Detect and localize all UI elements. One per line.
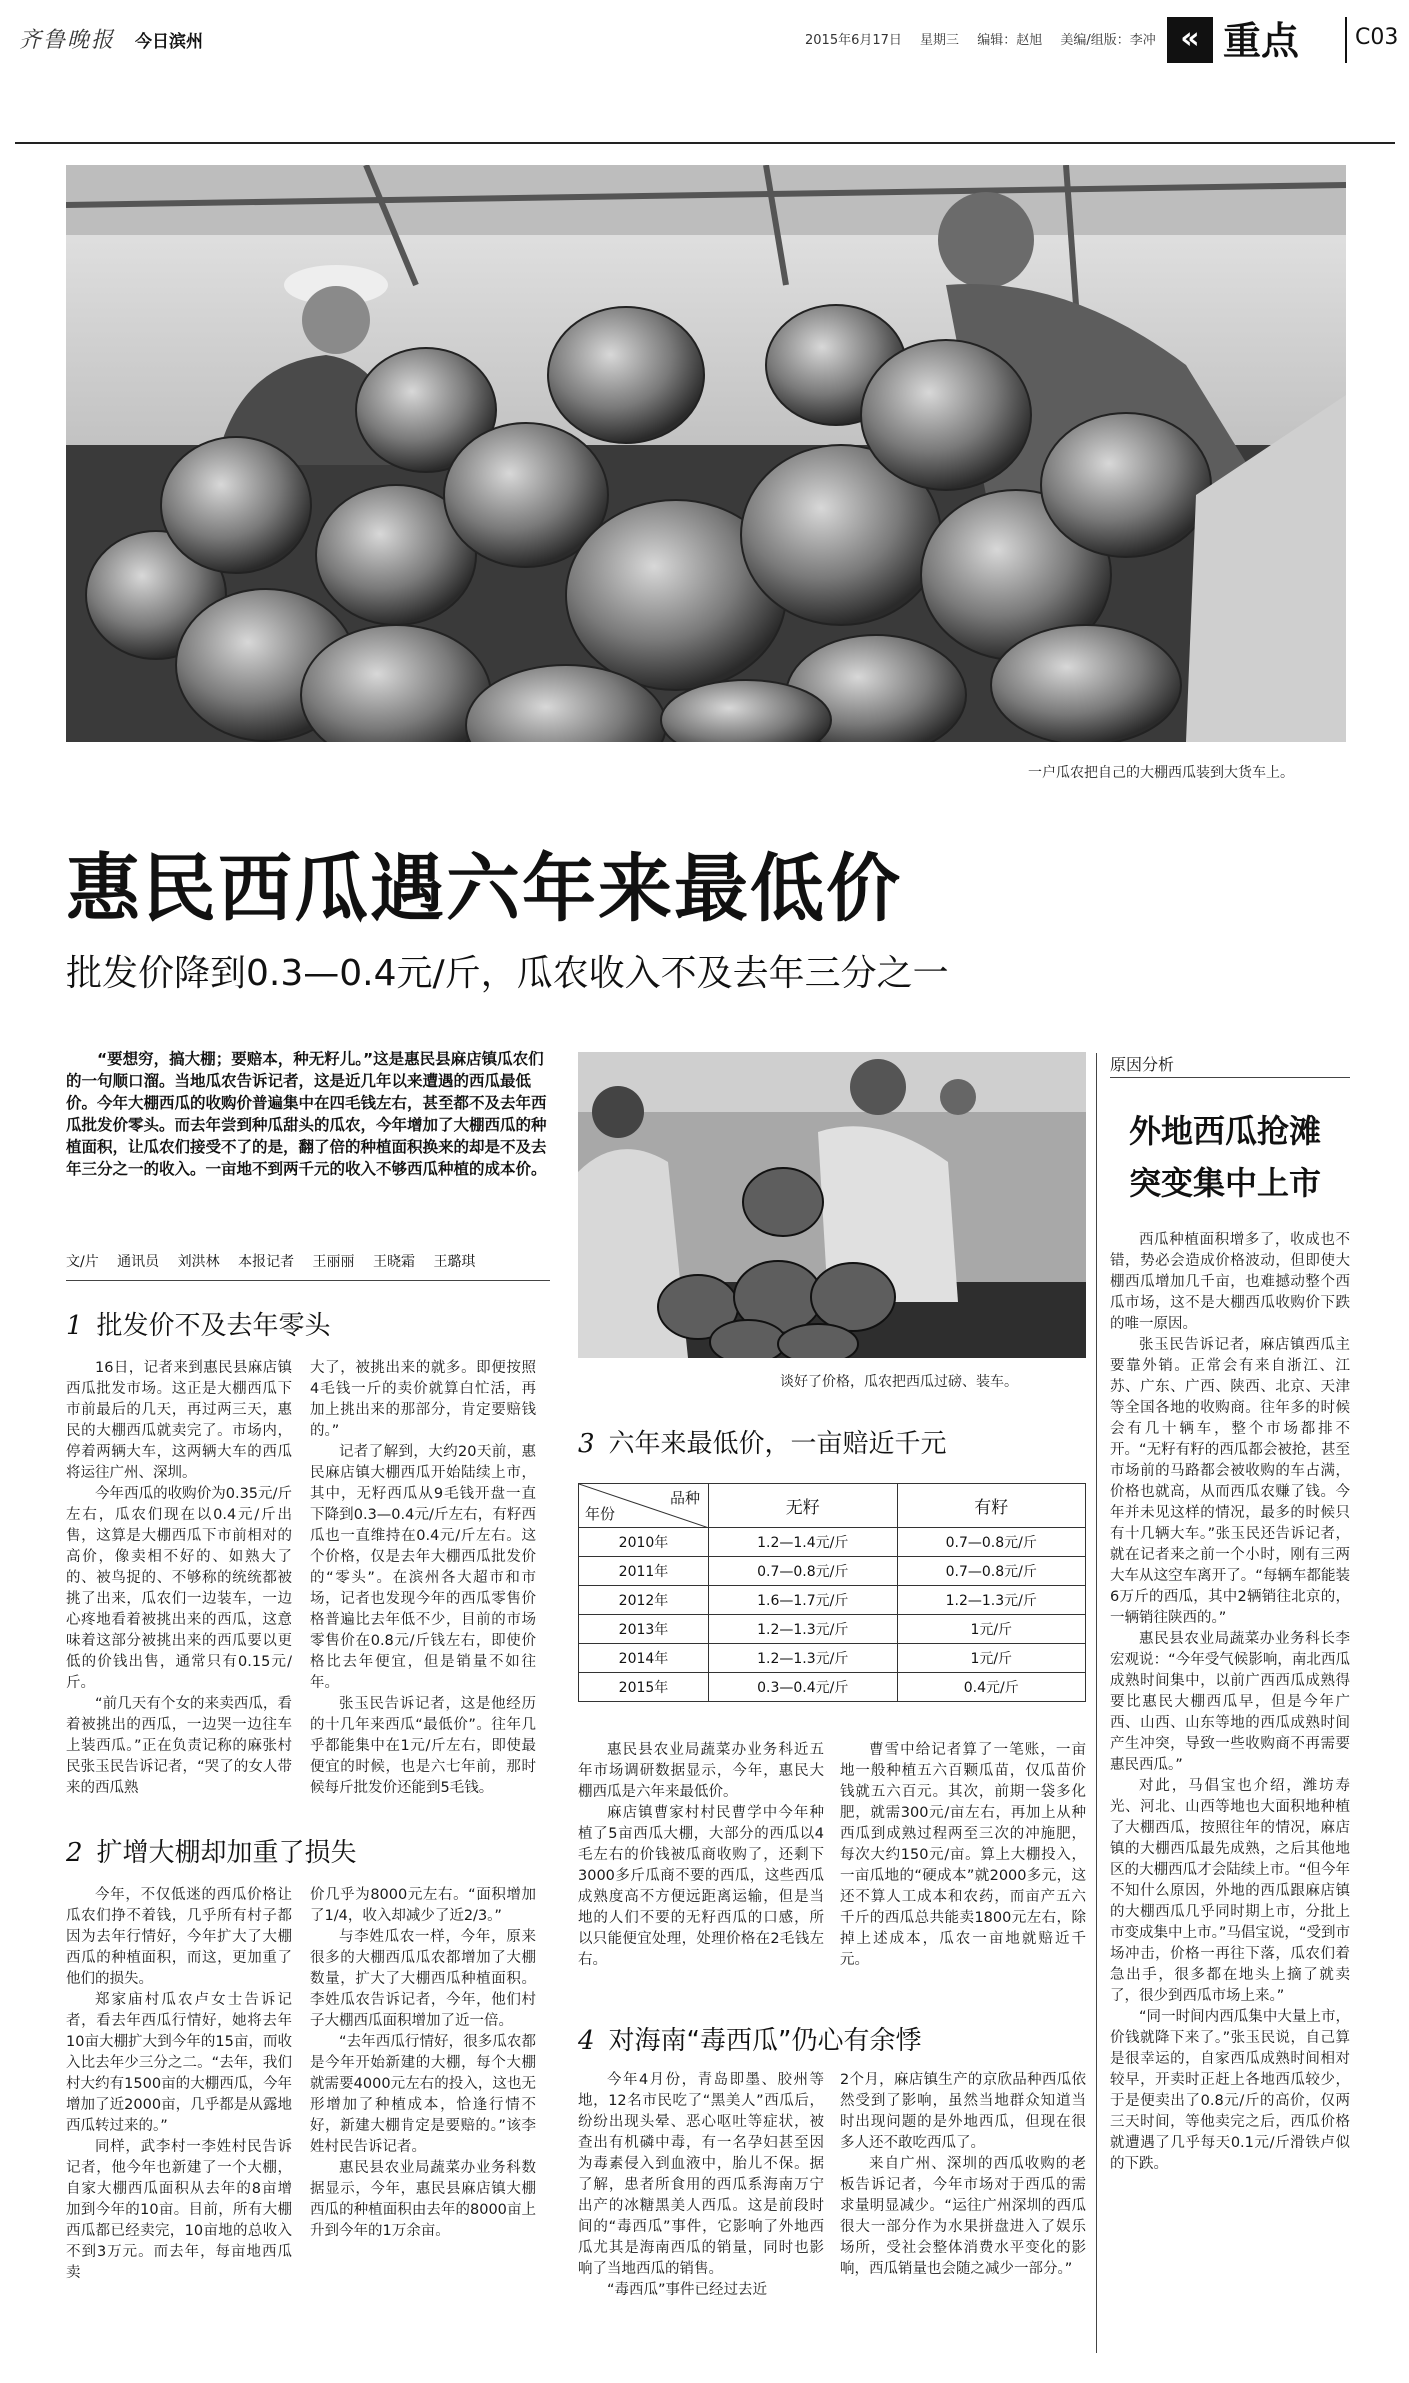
masthead-logo: 齐鲁晚报 xyxy=(19,28,116,53)
paragraph: 惠民县农业局蔬菜办业务科近五年市场调研数据显示，今年，惠民大棚西瓜是六年来最低价。 xyxy=(578,1742,824,1800)
section-key: 重点 xyxy=(1223,19,1300,63)
table-cell: 0.7—0.8元/斤 xyxy=(897,1557,1086,1586)
section-2-title: 扩增大棚却加重了损失 xyxy=(96,1838,357,1868)
table-cell: 1元/斤 xyxy=(897,1615,1086,1644)
paragraph: 今年西瓜的收购价为0.35元/斤左右，瓜农们现在以0.4元/斤出售，这算是大棚西瓜下市前相对的高价，像卖相不好的、如熟大了的、被鸟捉的、不够称的统统都被挑了出来，瓜农们一边装车，一边心疼地看着被挑出来的西瓜，这意味着这部分被挑出来的西瓜要以更低的价钱出售，通常只有0.15元/斤。 xyxy=(66,1486,292,1691)
section-3-col1 xyxy=(578,1740,824,1971)
table-cell: 2014年 xyxy=(579,1644,709,1673)
issue-meta xyxy=(805,29,1170,48)
sidebar-title xyxy=(1110,1105,1340,1209)
paragraph: 麻店镇曹家村村民曹学中今年种植了5亩西瓜大棚，大部分的西瓜以4毛左右的价钱被瓜商收购了，还剩下3000多斤瓜商不要的西瓜，这些西瓜成熟度高不方便远距离运输，但是当地的人们不要的无籽西瓜的口感，所以只能便宜处理，处理价格在2毛钱左右。 xyxy=(578,1805,824,1968)
headline-title: 惠民西瓜遇六年来最低价 xyxy=(66,846,902,932)
paragraph: 大了，被挑出来的就多。即便按照4毛钱一斤的卖价就算白忙活，再加上挑出来的那部分，肯定要赔钱的。” xyxy=(310,1360,536,1439)
paragraph: “去年西瓜行情好，很多瓜农都是今年开始新建的大棚，每个大棚就需要4000元左右的投入，这也无形增加了种植成本，恰逢行情不好，新建大棚肯定是要赔的。”该李姓村民告诉记者。 xyxy=(310,2034,536,2155)
sidebar-tag: 原因分析 xyxy=(1110,1055,1175,1074)
section-2-number: 2 xyxy=(66,1838,83,1868)
section-name: 今日滨州 xyxy=(135,32,203,52)
paragraph: 今年4月份，青岛即墨、胶州等地，12名市民吃了“黑美人”西瓜后，纷纷出现头晕、恶心呕吐等症状，被查出有机磷中毒，有一名孕妇甚至因为毒素侵入到血液中，胎儿不保。据了解，患者所食用的西瓜系海南万宁出产的冰糖黑美人西瓜。这是前段时间的“毒西瓜”事件，它影响了外地西瓜尤其是海南西瓜的销量，同时也影响了当地西瓜的销售。 xyxy=(578,2072,824,2277)
section-4-heading xyxy=(578,2020,922,2057)
price-table xyxy=(578,1483,1086,1702)
paragraph: 张玉民告诉记者，麻店镇西瓜主要靠外销。正常会有来自浙江、江苏、广东、广西、陕西、北京、天津等全国各地的收购商。往年多的时候会有几十辆车，整个市场都排不开。“无籽有籽的西瓜都会被抢，甚至市场前的马路都会被收购的车占满，价格也就高，从而西瓜农赚了钱。今年并未见这样的情况，最多的时候只有十几辆大车。”张玉民还告诉记者，就在记者来之前一个小时，刚有三两大车从这空车离开了。“每辆车都能装6万斤的西瓜，其中2辆销往北京的，一辆销往陕西的。” xyxy=(1110,1337,1350,1626)
table-cell: 2010年 xyxy=(579,1528,709,1557)
table-row xyxy=(579,1557,1086,1586)
section-3-title: 六年来最低价，一亩赔近千元 xyxy=(608,1429,947,1459)
art-credit: 美编/组版：李冲 xyxy=(1060,33,1156,48)
corner-bottom-label: 年份 xyxy=(585,1505,616,1523)
section-4-col1 xyxy=(578,2070,824,2301)
paragraph: 2个月，麻店镇生产的京欣品种西瓜依然受到了影响，虽然当地群众知道当时出现问题的是外地西瓜，但现在很多人还不敢吃西瓜了。 xyxy=(840,2072,1086,2151)
page-number: C03 xyxy=(1355,25,1399,50)
corner-top-label: 品种 xyxy=(669,1489,700,1507)
editor-credit: 编辑：赵旭 xyxy=(977,33,1043,48)
paragraph: 惠民县农业局蔬菜办业务科长李宏观说：“今年受气候影响，南北西瓜成熟时间集中，以前广西西瓜成熟得要比惠民大棚西瓜早，但是今年广西、山西、山东等地的西瓜成熟时间产生冲突，导致一些收购商不再需要惠民西瓜。” xyxy=(1110,1631,1350,1773)
sidebar-body xyxy=(1110,1230,1350,2175)
table-row xyxy=(579,1586,1086,1615)
section-1-number: 1 xyxy=(66,1311,83,1341)
byline-item: 王丽丽 xyxy=(312,1254,355,1270)
section-1-title: 批发价不及去年零头 xyxy=(96,1311,331,1341)
section-2-col2 xyxy=(310,1885,536,2242)
secondary-photo-caption: 谈好了价格，瓜农把西瓜过磅、装车。 xyxy=(780,1374,1018,1390)
section-1-heading xyxy=(66,1305,331,1342)
table-cell: 1.2—1.3元/斤 xyxy=(709,1644,898,1673)
paragraph: 来自广州、深圳的西瓜收购的老板告诉记者，今年市场对于西瓜的需求量明显减少。“运往广州深圳的西瓜很大一部分作为水果拼盘进入了娱乐场所，受社会整体消费水平变化的影响，西瓜销量也会随之减少一部分。” xyxy=(840,2156,1086,2277)
paragraph: 价几乎为8000元左右。“面积增加了1/4，收入却减少了近2/3。” xyxy=(310,1887,536,1924)
byline-item: 本报记者 xyxy=(238,1254,295,1270)
paragraph: 曹雪中给记者算了一笔账，一亩地一般种植五六百颗瓜苗，仅瓜苗价钱就五六百元。其次，前期一袋多化肥，就需300元/亩左右，再加上从种西瓜到成熟过程两至三次的冲施肥，每次大约150元/亩。算上大棚投入，一亩瓜地的“硬成本”就2000多元，这还不算人工成本和农药，而亩产五六千斤的西瓜总共能卖1800元左右，除掉上述成本，瓜农一亩地就赔近千元。 xyxy=(840,1742,1086,1968)
paragraph: 16日，记者来到惠民县麻店镇西瓜批发市场。这正是大棚西瓜下市前最后的几天，再过两三天，惠民的大棚西瓜就卖完了。市场内，停着两辆大车，这两辆大车的西瓜将运往广州、深圳。 xyxy=(66,1360,292,1481)
byline xyxy=(66,1251,489,1271)
byline-item: 王璐琪 xyxy=(433,1254,476,1270)
table-row xyxy=(579,1673,1086,1702)
table-header: 有籽 xyxy=(897,1484,1086,1528)
table-corner-cell xyxy=(579,1484,709,1528)
divider xyxy=(1345,17,1347,63)
page-header xyxy=(15,15,1399,75)
table-cell: 0.3—0.4元/斤 xyxy=(709,1673,898,1702)
section-4-title: 对海南“毒西瓜”仍心有余悸 xyxy=(608,2026,922,2056)
paragraph: 记者了解到，大约20天前，惠民麻店镇大棚西瓜开始陆续上市，其中，无籽西瓜从9毛钱开盘一直下降到0.3—0.4元/斤左右，有籽西瓜也一直维持在0.4元/斤左右。这个价格，仅是去年大棚西瓜批发价的“零头”。在滨州各大超市和市场，记者也发现今年的西瓜零售价格普遍比去年低不少，目前的市场零售价在0.8元/斤钱左右，即使价格比去年便宜，但是销量不如往年。 xyxy=(310,1444,536,1691)
byline-item: 刘洪林 xyxy=(177,1254,220,1270)
chevron-icon: « xyxy=(1167,17,1213,63)
lead-paragraph: “要想穷，搞大棚；要赔本，种无籽儿。”这是惠民县麻店镇瓜农们的一句顺口溜。当地瓜农告诉记者，这是近几年以来遭遇的西瓜最低价。今年大棚西瓜的收购价普遍集中在四毛钱左右，甚至都不及去年西瓜批发价零头。而去年尝到种瓜甜头的瓜农，今年增加了大棚西瓜的种植面积，让瓜农们接受不了的是，翻了倍的种植面积换来的却是不及去年三分之一的收入。一亩地不到两千元的收入不够西瓜种植的成本价。 xyxy=(66,1050,547,1178)
main-photo-caption: 一户瓜农把自己的大棚西瓜装到大货车上。 xyxy=(1028,765,1294,781)
table-cell: 2015年 xyxy=(579,1673,709,1702)
table-row xyxy=(579,1644,1086,1673)
paragraph: 对此，马倡宝也介绍，潍坊寿光、河北、山西等地也大面积地种植了大棚西瓜，按照往年的情况，麻店镇的大棚西瓜最先成熟，之后其他地区的大棚西瓜才会陆续上市。“但今年不知什么原因，外地的西瓜跟麻店镇的大棚西瓜几乎同时期上市，分批上市变成集中上市。”马倡宝说，“受到市场冲击，价格一再往下落，瓜农们着急出手，很多都在地头上摘了就卖了，很少到西瓜市场上来。” xyxy=(1110,1778,1350,2004)
table-cell: 1.2—1.4元/斤 xyxy=(709,1528,898,1557)
table-cell: 0.7—0.8元/斤 xyxy=(709,1557,898,1586)
issue-date: 2015年6月17日 xyxy=(805,33,902,48)
section-3-col2 xyxy=(840,1740,1086,1971)
table-header: 无籽 xyxy=(709,1484,898,1528)
byline-item: 通讯员 xyxy=(117,1254,160,1270)
section-2-heading xyxy=(66,1832,357,1869)
sidebar-tag-rule xyxy=(1110,1077,1350,1078)
main-photo xyxy=(66,165,1346,742)
paragraph: 西瓜种植面积增多了，收成也不错，势必会造成价格波动，但即使大棚西瓜增加几千亩，也难撼动整个西瓜市场，这不是大棚西瓜收购价下跌的唯一原因。 xyxy=(1110,1232,1350,1332)
section-3-number: 3 xyxy=(578,1429,595,1459)
paragraph: 张玉民告诉记者，这是他经历的十几年来西瓜“最低价”。往年几乎都能集中在1元/斤左右，即使最便宜的时候，也是六七年前，那时候每斤批发价还能到5毛钱。 xyxy=(310,1696,536,1796)
table-cell: 0.4元/斤 xyxy=(897,1673,1086,1702)
sidebar-title-line: 外地西瓜抢滩 xyxy=(1128,1112,1321,1150)
paragraph: 与李姓瓜农一样，今年，原来很多的大棚西瓜瓜农都增加了大棚数量，扩大了大棚西瓜种植面积。李姓瓜农告诉记者，今年，他们村子大棚西瓜面积增加了近一倍。 xyxy=(310,1929,536,2029)
table-row xyxy=(579,1528,1086,1557)
sidebar-divider xyxy=(1096,1053,1097,2353)
paragraph: 郑家庙村瓜农卢女士告诉记者，看去年西瓜行情好，她将去年10亩大棚扩大到今年的15亩，而收入比去年少三分之二。“去年，我们村大约有1500亩的大棚西瓜，今年增加了近2000亩，几乎都是从露地西瓜转过来的。” xyxy=(66,1992,292,2134)
header-rule xyxy=(15,142,1395,144)
paragraph: 同样，武李村一李姓村民告诉记者，他今年也新建了一个大棚，自家大棚西瓜面积从去年的8亩增加到今年的10亩。目前，所有大棚西瓜都已经卖完，10亩地的总收入不到3万元。而去年，每亩地西瓜卖 xyxy=(66,2139,292,2281)
paragraph: 惠民县农业局蔬菜办业务科数据显示，今年，惠民县麻店镇大棚西瓜的种植面积由去年的8000亩上升到今年的1万余亩。 xyxy=(310,2160,536,2239)
paragraph: “毒西瓜”事件已经过去近 xyxy=(607,2282,768,2298)
table-header-row xyxy=(579,1484,1086,1528)
table-cell: 1.6—1.7元/斤 xyxy=(709,1586,898,1615)
section-4-number: 4 xyxy=(578,2026,595,2056)
section-1-col2 xyxy=(310,1358,536,1799)
table-cell: 2012年 xyxy=(579,1586,709,1615)
byline-item: 文/片 xyxy=(66,1254,99,1270)
section-3-heading xyxy=(578,1423,947,1460)
issue-weekday: 星期三 xyxy=(920,33,960,48)
section-2-col1 xyxy=(66,1885,292,2284)
paragraph: 今年，不仅低迷的西瓜价格让瓜农们挣不着钱，几乎所有村子都因为去年行情好，今年扩大了大棚西瓜的种植面积，而这，更加重了他们的损失。 xyxy=(66,1887,292,1987)
paragraph: “前几天有个女的来卖西瓜，看着被挑出的西瓜，一边哭一边往车上装西瓜。”正在负责记称的麻张村民张玉民告诉记者，“哭了的女人带来的西瓜熟 xyxy=(66,1696,292,1796)
headline-subtitle: 批发价降到0.3—0.4元/斤，瓜农收入不及去年三分之一 xyxy=(66,953,949,994)
section-4-col2 xyxy=(840,2070,1086,2280)
section-1-col1 xyxy=(66,1358,292,1799)
table-cell: 0.7—0.8元/斤 xyxy=(897,1528,1086,1557)
table-cell: 1.2—1.3元/斤 xyxy=(897,1586,1086,1615)
paragraph: “同一时间内西瓜集中大量上市，价钱就降下来了。”张玉民说，自己算是很幸运的，自家西瓜成熟时间相对较早，开卖时正赶上各地西瓜较少，于是便卖出了0.8元/斤的高价，仅两三天时间，等他卖完之后，西瓜价格就遭遇了几乎每天0.1元/斤滑铁卢似的下跌。 xyxy=(1110,2009,1350,2172)
table-cell: 2013年 xyxy=(579,1615,709,1644)
table-cell: 1.2—1.3元/斤 xyxy=(709,1615,898,1644)
byline-item: 王晓霜 xyxy=(372,1254,415,1270)
secondary-photo xyxy=(578,1052,1086,1358)
table-cell: 1元/斤 xyxy=(897,1644,1086,1673)
table-row xyxy=(579,1615,1086,1644)
table-cell: 2011年 xyxy=(579,1557,709,1586)
lead-rule xyxy=(66,1280,550,1281)
sidebar-title-line: 突变集中上市 xyxy=(1128,1164,1321,1202)
